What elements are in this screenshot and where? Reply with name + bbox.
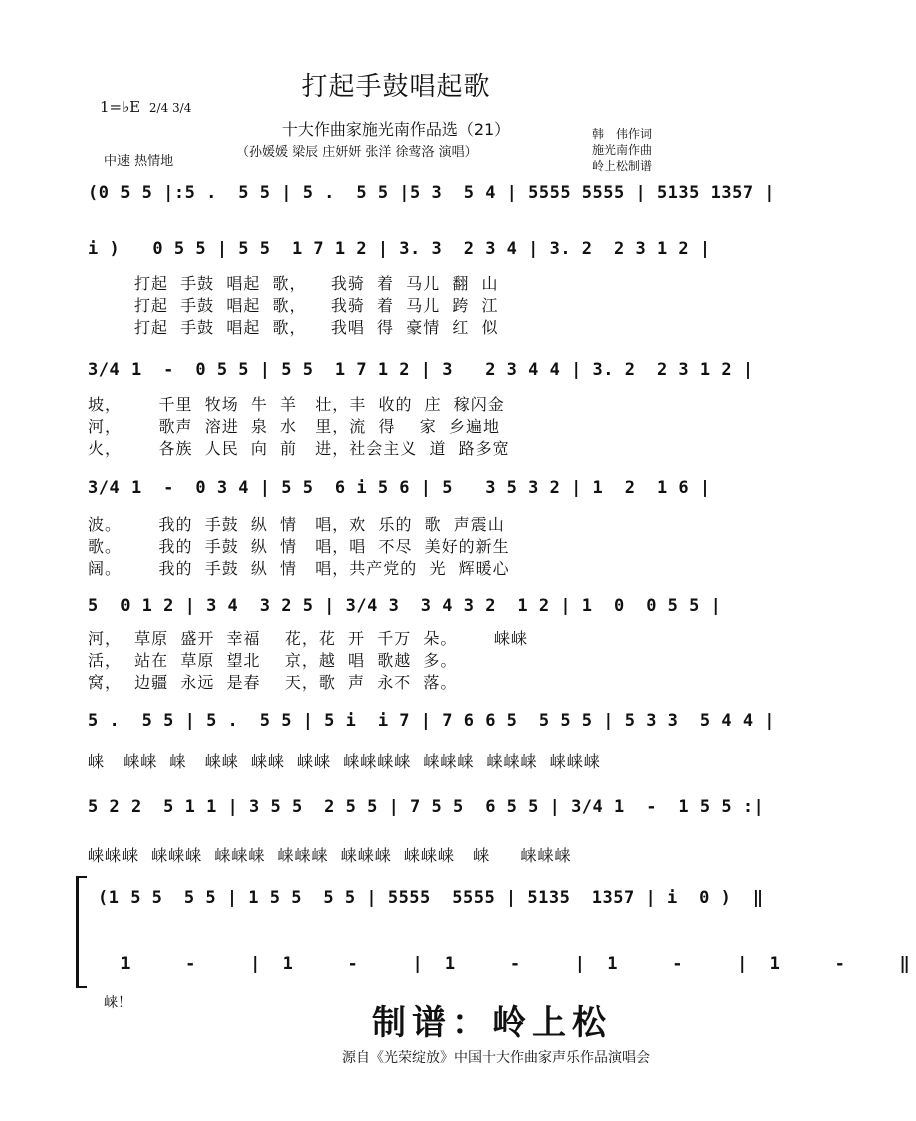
singers: （孙媛媛 梁辰 庄妍妍 张洋 徐莺洛 演唱） <box>236 145 478 160</box>
lyric-verse-3: 窝， 边疆 永远 是春 天，歌 声 永不 落。 <box>88 673 458 692</box>
lyric-verse-2: 活， 站在 草原 望北 京，越 唱 歌越 多。 <box>88 651 458 670</box>
subtitle: 十大作曲家施光南作品选（21） <box>281 120 511 139</box>
score-line-7 <box>0 797 792 865</box>
lyric-verse-2: 河， 歌声 溶进 泉 水 里，流 得 家 乡遍地 <box>88 417 500 436</box>
lyric-verse-2: 打起 手鼓 唱起 歌， 我骑 着 马儿 跨 江 <box>134 296 499 315</box>
notation: 5 2 2 5 1 1 | 3 5 5 2 5 5 | 7 5 5 6 5 5 | 3/4 1 - 1 5 5 :| <box>88 797 765 817</box>
time-signature: 2/4 3/4 <box>148 101 192 115</box>
lyric-verse-1: 坡， 千里 牧场 牛 羊 壮，丰 收的 庄 稼闪金 <box>88 395 505 414</box>
tempo-marking: 中速 热情地 <box>104 154 174 169</box>
score-line-9 <box>0 954 916 994</box>
lyric-chorus: 崃 崃崃 崃 崃崃 崃崃 崃崃 崃崃崃崃 崃崃崃 崃崃崃 崃崃崃 <box>88 752 601 771</box>
notation: i ) 0 5 5 | 5 5 1 7 1 2 | 3. 3 2 3 4 | 3. 2 2 3 1 2 | <box>88 239 711 259</box>
score-line-3 <box>0 360 792 458</box>
key-label: 1=♭E <box>100 98 141 116</box>
transcriber-credit: 岭上松制谱 <box>592 159 653 173</box>
lyric-verse-3: 打起 手鼓 唱起 歌， 我唱 得 豪情 红 似 <box>134 318 499 337</box>
lyricist-credit: 韩 伟作词 <box>592 127 653 141</box>
score-line-2 <box>0 239 792 337</box>
key-signature <box>100 98 191 116</box>
lyric-verse-1: 打起 手鼓 唱起 歌， 我骑 着 马儿 翻 山 <box>134 274 499 293</box>
lyric-chorus: 崃崃崃 崃崃崃 崃崃崃 崃崃崃 崃崃崃 崃崃崃 崃 崃崃崃 <box>88 846 572 865</box>
notation: 5 0 1 2 | 3 4 3 2 5 | 3/4 3 3 4 3 2 1 2 | 1 0 0 5 5 | <box>88 596 722 616</box>
notation: (1 5 5 5 5 | 1 5 5 5 5 | 5555 5555 | 5135 1357 | i 0 ) ‖ <box>98 888 764 908</box>
song-title: 打起手鼓唱起歌 <box>301 72 491 102</box>
score-line-8 <box>0 888 792 928</box>
lyric-verse-1: 河， 草原 盛开 幸福 花，花 开 千万 朵。 崃崃 <box>88 629 528 648</box>
notation: (0 5 5 |:5 . 5 5 | 5 . 5 5 |5 3 5 4 | 5555 5555 | 5135 1357 | <box>88 183 776 203</box>
notation: 5 . 5 5 | 5 . 5 5 | 5 i i 7 | 7 6 6 5 5 5 5 | 5 3 3 5 4 4 | <box>88 711 776 731</box>
lyric-verse-3: 火， 各族 人民 向 前 进，社会主义 道 路多宽 <box>88 439 510 458</box>
notation: 1 - | 1 - | 1 - | 1 - | 1 - ‖ <box>104 954 916 974</box>
transcriber-signature: 制谱：岭上松 <box>372 1003 612 1043</box>
notation: 3/4 1 - 0 5 5 | 5 5 1 7 1 2 | 3 2 3 4 4 | 3. 2 2 3 1 2 | <box>88 360 754 380</box>
composer-credit: 施光南作曲 <box>592 143 653 157</box>
score-line-1 <box>0 183 792 223</box>
lyric-verse-2: 歌。 我的 手鼓 纵 情 唱，唱 不尽 美好的新生 <box>88 537 510 556</box>
score-line-5 <box>0 596 792 692</box>
score-line-4 <box>0 478 792 578</box>
ending-lyric: 崃！ <box>104 995 132 1011</box>
score-line-6 <box>0 711 792 771</box>
lyric-verse-1: 波。 我的 手鼓 纵 情 唱，欢 乐的 歌 声震山 <box>88 515 505 534</box>
notation: 3/4 1 - 0 3 4 | 5 5 6 i 5 6 | 5 3 5 3 2 | 1 2 1 6 | <box>88 478 711 498</box>
source-note: 源自《光荣绽放》中国十大作曲家声乐作品演唱会 <box>342 1050 650 1066</box>
lyric-verse-3: 阔。 我的 手鼓 纵 情 唱，共产党的 光 辉暖心 <box>88 559 510 578</box>
